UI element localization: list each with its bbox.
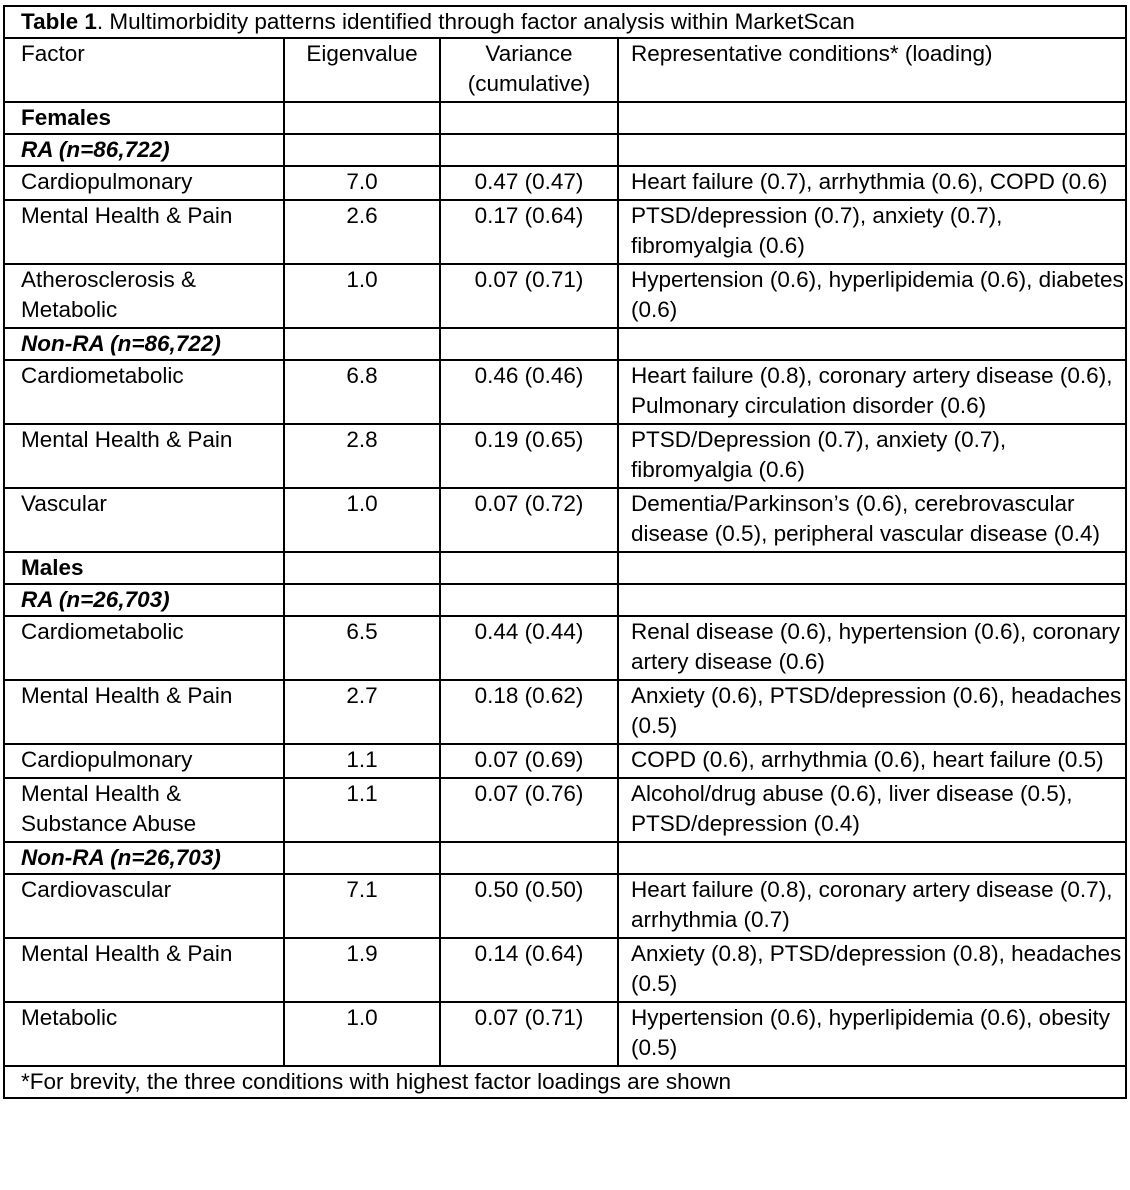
subgroup-females-nonra-row xyxy=(4,328,1126,360)
factor-cell: Mental Health & Pain xyxy=(4,680,284,744)
eigenvalue-cell: 2.6 xyxy=(284,200,440,264)
eigenvalue-cell: 1.0 xyxy=(284,264,440,328)
table-row xyxy=(4,744,1126,778)
factor-cell: Cardiometabolic xyxy=(4,616,284,680)
header-variance-line1: Variance xyxy=(485,41,573,66)
header-factor: Factor xyxy=(4,38,284,102)
factor-cell: Mental Health & Pain xyxy=(4,200,284,264)
variance-cell: 0.50 (0.50) xyxy=(440,874,618,938)
conditions-cell: Anxiety (0.6), PTSD/depression (0.6), headaches (0.5) xyxy=(618,680,1126,744)
empty-cell xyxy=(618,842,1126,874)
subgroup-females-nonra: Non-RA (n=86,722) xyxy=(4,328,284,360)
subgroup-females-ra: RA (n=86,722) xyxy=(4,134,284,166)
table-title-text: . Multimorbidity patterns identified through factor analysis within MarketScan xyxy=(96,9,855,34)
eigenvalue-cell: 7.0 xyxy=(284,166,440,200)
variance-cell: 0.14 (0.64) xyxy=(440,938,618,1002)
table-row xyxy=(4,680,1126,744)
table-row xyxy=(4,1002,1126,1066)
empty-cell xyxy=(284,584,440,616)
document-page xyxy=(3,5,1125,1099)
empty-cell xyxy=(284,552,440,584)
table-row xyxy=(4,264,1126,328)
subgroup-females-ra-row xyxy=(4,134,1126,166)
empty-cell xyxy=(618,134,1126,166)
eigenvalue-cell: 6.5 xyxy=(284,616,440,680)
conditions-cell: PTSD/depression (0.7), anxiety (0.7), fibromyalgia (0.6) xyxy=(618,200,1126,264)
conditions-cell: Hypertension (0.6), hyperlipidemia (0.6), obesity (0.5) xyxy=(618,1002,1126,1066)
header-row xyxy=(4,38,1126,102)
factor-cell: Mental Health & Substance Abuse xyxy=(4,778,284,842)
empty-cell xyxy=(284,102,440,134)
eigenvalue-cell: 1.9 xyxy=(284,938,440,1002)
section-females: Females xyxy=(4,102,284,134)
eigenvalue-cell: 1.0 xyxy=(284,488,440,552)
table-body xyxy=(4,102,1126,1066)
factor-cell: Cardiopulmonary xyxy=(4,166,284,200)
table-row xyxy=(4,360,1126,424)
variance-cell: 0.19 (0.65) xyxy=(440,424,618,488)
empty-cell xyxy=(618,102,1126,134)
table-row xyxy=(4,166,1126,200)
conditions-cell: Alcohol/drug abuse (0.6), liver disease (0.5), PTSD/depression (0.4) xyxy=(618,778,1126,842)
table-row xyxy=(4,938,1126,1002)
header-variance xyxy=(440,38,618,102)
table-row xyxy=(4,424,1126,488)
conditions-cell: Heart failure (0.8), coronary artery disease (0.7), arrhythmia (0.7) xyxy=(618,874,1126,938)
conditions-cell: Dementia/Parkinson’s (0.6), cerebrovascular disease (0.5), peripheral vascular disease (0.4) xyxy=(618,488,1126,552)
variance-cell: 0.47 (0.47) xyxy=(440,166,618,200)
subgroup-males-nonra: Non-RA (n=26,703) xyxy=(4,842,284,874)
variance-cell: 0.07 (0.71) xyxy=(440,264,618,328)
table-row xyxy=(4,616,1126,680)
variance-cell: 0.18 (0.62) xyxy=(440,680,618,744)
empty-cell xyxy=(440,134,618,166)
empty-cell xyxy=(440,842,618,874)
empty-cell xyxy=(284,328,440,360)
empty-cell xyxy=(440,102,618,134)
eigenvalue-cell: 2.7 xyxy=(284,680,440,744)
empty-cell xyxy=(618,552,1126,584)
empty-cell xyxy=(618,328,1126,360)
table-title-row xyxy=(4,6,1126,38)
eigenvalue-cell: 1.1 xyxy=(284,778,440,842)
section-males: Males xyxy=(4,552,284,584)
multimorbidity-table xyxy=(3,5,1127,1099)
empty-cell xyxy=(618,584,1126,616)
table-footnote: *For brevity, the three conditions with highest factor loadings are shown xyxy=(4,1066,1126,1098)
conditions-cell: Heart failure (0.7), arrhythmia (0.6), COPD (0.6) xyxy=(618,166,1126,200)
table-title-label: Table 1 xyxy=(21,9,97,34)
section-females-row xyxy=(4,102,1126,134)
empty-cell xyxy=(440,328,618,360)
section-males-row xyxy=(4,552,1126,584)
table-title xyxy=(4,6,1126,38)
factor-cell: Mental Health & Pain xyxy=(4,938,284,1002)
conditions-cell: COPD (0.6), arrhythmia (0.6), heart failure (0.5) xyxy=(618,744,1126,778)
header-variance-line2: (cumulative) xyxy=(467,71,591,96)
factor-cell: Cardiometabolic xyxy=(4,360,284,424)
conditions-cell: Anxiety (0.8), PTSD/depression (0.8), headaches (0.5) xyxy=(618,938,1126,1002)
conditions-cell: Hypertension (0.6), hyperlipidemia (0.6), diabetes (0.6) xyxy=(618,264,1126,328)
factor-cell: Cardiopulmonary xyxy=(4,744,284,778)
eigenvalue-cell: 2.8 xyxy=(284,424,440,488)
variance-cell: 0.07 (0.72) xyxy=(440,488,618,552)
variance-cell: 0.07 (0.69) xyxy=(440,744,618,778)
conditions-cell: Renal disease (0.6), hypertension (0.6), coronary artery disease (0.6) xyxy=(618,616,1126,680)
eigenvalue-cell: 6.8 xyxy=(284,360,440,424)
factor-cell: Vascular xyxy=(4,488,284,552)
factor-cell: Cardiovascular xyxy=(4,874,284,938)
factor-cell: Atherosclerosis & Metabolic xyxy=(4,264,284,328)
empty-cell xyxy=(440,584,618,616)
variance-cell: 0.07 (0.76) xyxy=(440,778,618,842)
empty-cell xyxy=(284,134,440,166)
table-row xyxy=(4,778,1126,842)
eigenvalue-cell: 1.1 xyxy=(284,744,440,778)
variance-cell: 0.07 (0.71) xyxy=(440,1002,618,1066)
factor-cell: Mental Health & Pain xyxy=(4,424,284,488)
factor-cell: Metabolic xyxy=(4,1002,284,1066)
eigenvalue-cell: 1.0 xyxy=(284,1002,440,1066)
conditions-cell: Heart failure (0.8), coronary artery disease (0.6), Pulmonary circulation disorder (0.6) xyxy=(618,360,1126,424)
variance-cell: 0.46 (0.46) xyxy=(440,360,618,424)
variance-cell: 0.17 (0.64) xyxy=(440,200,618,264)
subgroup-males-nonra-row xyxy=(4,842,1126,874)
variance-cell: 0.44 (0.44) xyxy=(440,616,618,680)
subgroup-males-ra: RA (n=26,703) xyxy=(4,584,284,616)
header-conditions: Representative conditions* (loading) xyxy=(618,38,1126,102)
header-eigenvalue: Eigenvalue xyxy=(284,38,440,102)
empty-cell xyxy=(440,552,618,584)
conditions-cell: PTSD/Depression (0.7), anxiety (0.7), fibromyalgia (0.6) xyxy=(618,424,1126,488)
table-row xyxy=(4,488,1126,552)
subgroup-males-ra-row xyxy=(4,584,1126,616)
table-row xyxy=(4,874,1126,938)
eigenvalue-cell: 7.1 xyxy=(284,874,440,938)
table-row xyxy=(4,200,1126,264)
empty-cell xyxy=(284,842,440,874)
footnote-row xyxy=(4,1066,1126,1098)
